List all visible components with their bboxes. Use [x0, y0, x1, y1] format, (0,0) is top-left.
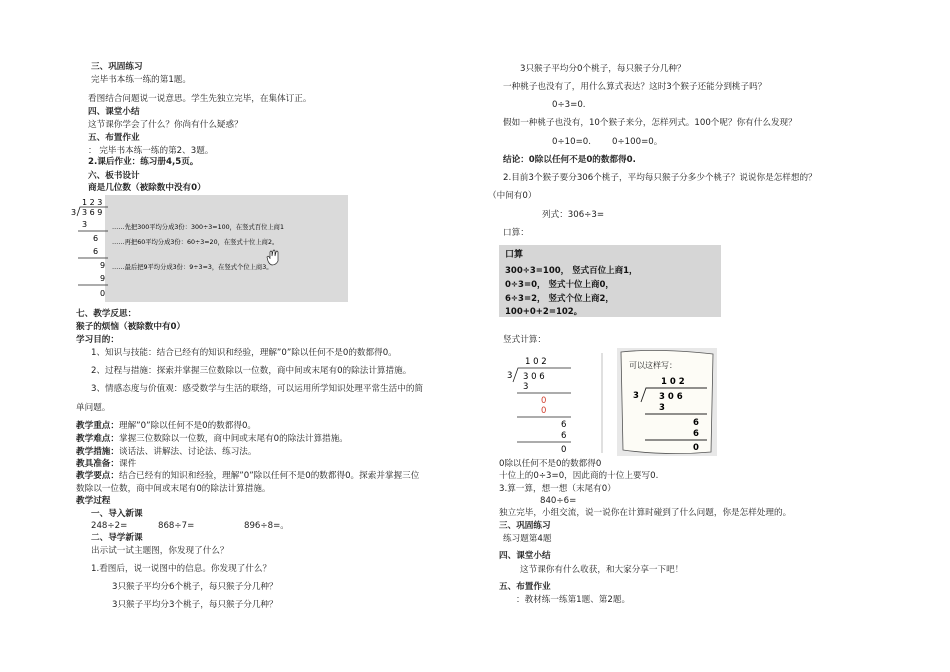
- conclusion: 结论：0除以任何不是0的数都得0.: [503, 155, 636, 165]
- expression: 列式：306÷3=: [542, 210, 605, 220]
- text-line: 1.看图后，说一说图中的信息。你发现了什么？: [91, 564, 272, 574]
- board-division-figure: [60, 195, 348, 302]
- text-line: 0除以任何不是0的数都得0: [499, 459, 602, 469]
- step-note: ……先把300平均分成3份：300÷3=100，在竖式百位上商1: [112, 224, 284, 231]
- oral-calc-line: 6÷3=2， 竖式个位上商2，: [505, 294, 614, 304]
- text-line: ： 完毕书本练一练的第2、3题。: [88, 146, 214, 156]
- step-digit: 0: [100, 289, 106, 298]
- step-digit: 3: [659, 403, 665, 413]
- step-digit: 9: [100, 261, 106, 270]
- section-heading: 一、导入新课: [91, 509, 143, 519]
- board-title: 商是几位数（被除数中没有0）: [88, 183, 206, 193]
- text-line: 单问题。: [76, 403, 111, 413]
- section-heading: 七、教学反思：: [76, 309, 137, 319]
- text-line: 一种桃子也没有了，用什么算式表达？这时3个猴子还能分到桃子吗？: [503, 82, 767, 92]
- lesson-title: 猴子的烦恼（被除数中有0）: [76, 322, 186, 332]
- step-digit: 9: [100, 274, 106, 283]
- step-digit: 3: [523, 382, 529, 392]
- step-note: ……最后把9平均分成3份：9÷3=3，在竖式个位上商3。: [112, 264, 273, 271]
- text-line: 3只猴子平均分0个桃子，每只猴子分几种？: [520, 64, 686, 74]
- oral-calc-title: 口算: [505, 250, 524, 260]
- text-line: 教学重点：理解”0”除以任何不是0的数都得0。: [76, 421, 257, 431]
- text-line: 1、知识与技能：结合已经有的知识和经验，理解”0”除以任何不是0的数都得0。: [91, 348, 397, 358]
- text-line: 3只猴子平均分3个桃子，每只猴子分几种？: [112, 600, 278, 610]
- oral-calc-line: 0÷3=0， 竖式十位上商0，: [505, 280, 614, 290]
- expression: 0÷10=0.: [552, 137, 592, 147]
- step-digit-red: 0: [541, 396, 547, 406]
- divisor: 3: [633, 391, 639, 401]
- text-line: 2.目前3个猴子要分306个桃子，平均每只猴子分多少个桃子？说说你是怎样想的？: [503, 173, 817, 183]
- quotient-digits: 1 0 2: [525, 357, 547, 367]
- divisor: 3: [507, 371, 513, 381]
- expression: 0÷3=0.: [552, 100, 586, 110]
- dividend-digits: 3 0 6: [523, 372, 545, 382]
- text-line: 假如一种桃子也没有，10个猴子来分，怎样列式。100个呢？你有什么发现？: [503, 118, 797, 128]
- section-heading: 五、布置作业: [499, 582, 551, 592]
- step-digit: 0: [561, 445, 567, 455]
- section-heading: 四、课堂小结: [499, 551, 551, 561]
- text-line: 完毕书本练一练的第1题。: [91, 75, 191, 85]
- section-heading: 六、板书设计: [88, 171, 140, 181]
- expression: 896÷8=。: [244, 521, 289, 531]
- step-digit: 6: [561, 431, 567, 441]
- quotient-digits: 1 0 2: [661, 377, 685, 387]
- step-digit: 6: [561, 420, 567, 430]
- section-heading: 三、巩固练习: [91, 62, 143, 72]
- text-line: 2.课后作业：练习册4,5页。: [88, 157, 199, 167]
- step-digit: 0: [693, 443, 699, 453]
- note-caption: 可以这样写：: [629, 361, 677, 370]
- vertical-division-figure: [499, 353, 612, 455]
- handwritten-note-figure: [617, 348, 717, 456]
- text-line: 教学难点：掌握三位数除以一位数，商中间或末尾有0的除法计算措施。: [76, 434, 348, 444]
- dividend-digits: 3 0 6: [659, 392, 683, 402]
- step-digit: 6: [693, 429, 699, 439]
- oral-calculation-figure: [499, 245, 721, 317]
- text-line: 竖式计算：: [503, 335, 546, 345]
- text-line: 练习题第4题: [503, 534, 552, 544]
- step-digit: 3: [82, 220, 88, 229]
- dividend-digits: 3 6 9: [82, 208, 103, 217]
- expression: 248÷2=: [91, 521, 128, 531]
- text-line: 教学措施：谈话法、讲解法、讨论法、练习法。: [76, 447, 257, 457]
- expression: 840÷6=: [540, 496, 577, 506]
- text-line: 口算：: [503, 228, 529, 238]
- section-heading: 四、课堂小结: [88, 107, 140, 117]
- text-line: 数除以一位数，商中间或末尾有0的除法计算措施。: [76, 484, 271, 494]
- section-heading: 五、布置作业: [88, 133, 140, 143]
- step-digit: 6: [93, 247, 99, 256]
- text-line: 出示试一试主题图，你发现了什么？: [91, 546, 229, 556]
- expression: 868÷7=: [158, 521, 195, 531]
- step-digit: 6: [93, 234, 99, 243]
- text-line: 教具准备：课件: [76, 459, 137, 469]
- text-line: 这节课你学会了什么？你尚有什么疑惑？: [88, 120, 243, 130]
- section-heading: 二、导学新课: [91, 533, 143, 543]
- quotient-digits: 1 2 3: [82, 198, 103, 207]
- text-line: 十位上的0÷3=0，因此商的十位上要写0.: [499, 471, 659, 481]
- text-line: 3只猴子平均分6个桃子，每只猴子分几种？: [112, 582, 278, 592]
- oral-calc-line: 100+0+2=102。: [505, 307, 583, 317]
- section-heading: 学习目的：: [76, 335, 119, 345]
- text-line: 独立完毕，小组交流，说一说你在计算时碰到了什么问题，你是怎样处理的。: [499, 508, 792, 518]
- step-digit-red: 0: [541, 406, 547, 416]
- text-line: 教学要点：结合已经有的知识和经验，理解”0”除以任何不是0的数都得0。探索并掌握三位: [76, 471, 420, 481]
- expression: 0÷100=0。: [612, 137, 663, 147]
- text-line: 2、过程与措施：探索并掌握三位数除以一位数，商中间或末尾有0的除法计算措施。: [91, 366, 412, 376]
- text-line: 看图结合问题说一说意思。学生先独立完毕，在集体订正。: [88, 94, 312, 104]
- step-note: ……再把60平均分成3份：60÷3=20，在竖式十位上商2。: [112, 239, 279, 246]
- text-line: （中间有0）: [488, 191, 537, 201]
- text-line: 这节课你有什么收获，和大家分享一下吧！: [520, 565, 684, 575]
- section-heading: 教学过程: [76, 496, 111, 506]
- divisor: 3: [71, 208, 77, 217]
- section-heading: 三、巩固练习: [499, 521, 551, 531]
- oral-calc-line: 300÷3=100， 竖式百位上商1，: [505, 266, 638, 276]
- text-line: ：教材练一练第1题、第2题。: [516, 595, 631, 605]
- text-line: 3、情感态度与价值观：感受数学与生活的联络，可以运用所学知识处理平常生活中的简: [91, 384, 424, 394]
- step-digit: 6: [693, 418, 699, 428]
- text-line: 3.算一算，想一想（末尾有0）: [499, 484, 616, 494]
